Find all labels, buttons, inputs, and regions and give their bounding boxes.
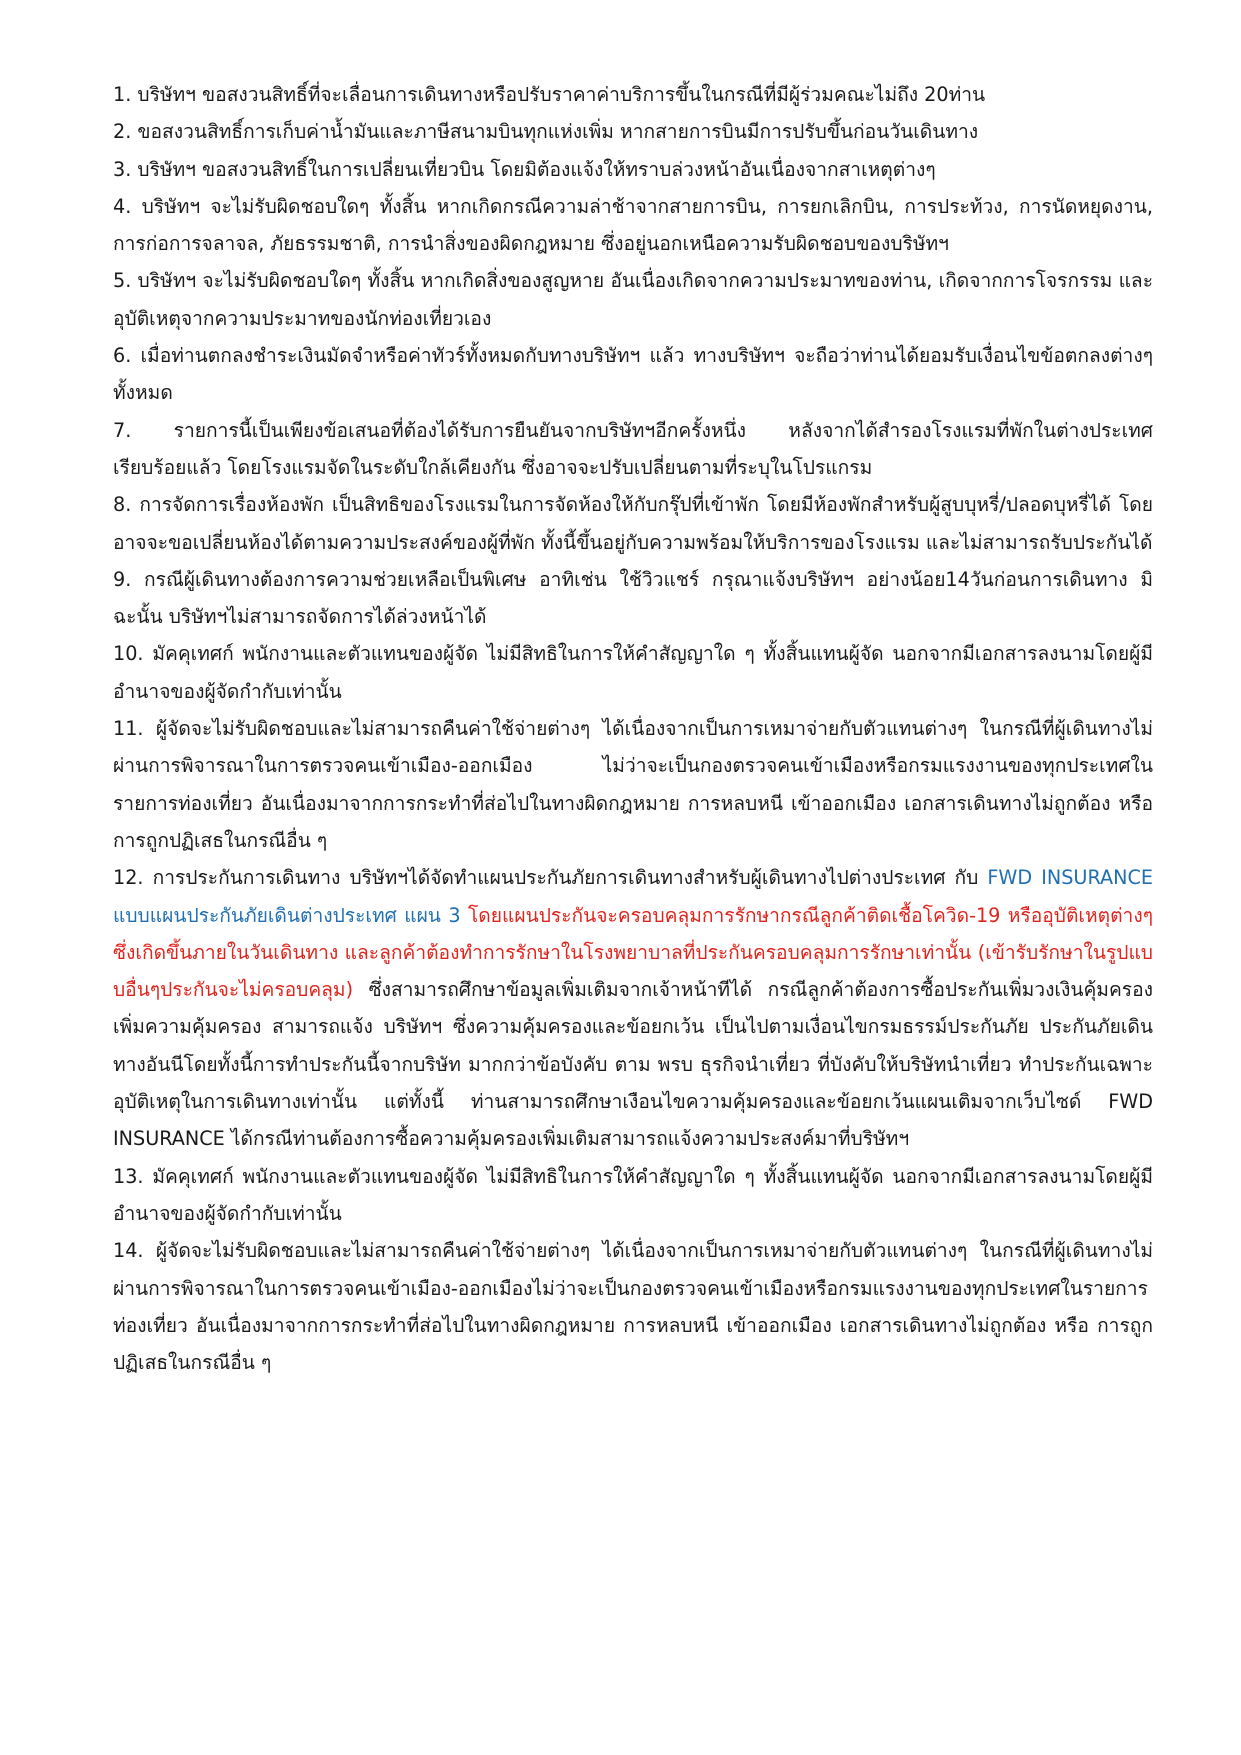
term-item-11: 11. ผู้จัดจะไม่รับผิดชอบและไม่สามารถคืนค่าใช้จ่ายต่างๆ ได้เนื่องจากเป็นการเหมาจ่ายกับตัวแทนต่างๆ ในกรณีที่ผู้เดินทางไม่ผ่านการพิจารณาในการตรวจคนเข้าเมือง-ออกเมือง ไม่ว่าจะเป็นกองตรวจคนเข้าเมืองหรือกรมแรงงานของทุกประเทศในรายการท่องเที่ยว อันเนื่องมาจากการกระทำที่ส่อไปในทางผิดกฎหมาย การหลบหนี เข้าออกเมือง เอกสารเดินทางไม่ถูกต้อง หรือ การถูกปฏิเสธในกรณีอื่น ๆ [113,717,1153,852]
insurance-suffix-text: ซึ่งสามารถศึกษาข้อมูลเพิ่มเติมจากเจ้าหน้าทีได้ กรณีลูกค้าต้องการซื้อประกันเพิ่มวงเงินคุ้มครอง เพิ่มความคุ้มครอง สามารถแจ้ง บริษัทฯ ซึ่งความคุ้มครองและข้อยกเว้น เป็นไปตามเงื่อนไขกรมธรรม์ประกันภัย ประกันภัยเดินทางอันนีโดยทั้งนี้การทำประกันนี้จากบริษัท มากกว่าข้อบังคับ ตาม พรบ ธุรกิจนำเที่ยว ที่บังคับให้บริษัทนำเที่ยว ทำประกันเฉพาะอุบัติเหตุในการเดินทางเท่านั้น แต่ทั้งนี้ ท่านสามารถศึกษาเงือนไขความคุ้มครองและข้อยกเว้นแผนเติมจากเว็บไซด์ FWD INSURANCE ได้กรณีท่านต้องการซื้อความคุ้มครองเพิ่มเติมสามารถแจ้งความประสงค์มาที่บริษัทฯ [113,978,1153,1151]
term-item-4: 4. บริษัทฯ จะไม่รับผิดชอบใดๆ ทั้งสิ้น หากเกิดกรณีความล่าช้าจากสายการบิน, การยกเลิกบิน, การประท้วง, การนัดหยุดงาน, การก่อการจลาจล, ภัยธรรมชาติ, การนำสิ่งของผิดกฎหมาย ซึ่งอยู่นอกเหนือความรับผิดชอบของบริษัทฯ [113,194,1153,256]
term-item-12-insurance [113,859,1153,1157]
term-item-7: 7. รายการนี้เป็นเพียงข้อเสนอที่ต้องได้รับการยืนยันจากบริษัทฯอีกครั้งหนึ่ง หลังจากได้สำรองโรงแรมที่พักในต่างประเทศเรียบร้อยแล้ว โดยโรงแรมจัดในระดับใกล้เคียงกัน ซึ่งอาจจะปรับเปลี่ยนตามที่ระบุในโปรแกรม [113,418,1153,479]
insurance-coverage-highlight: โดยแผนประกันจะครอบคลุมการรักษากรณีลูกค้าติดเชื้อโควิด-19 หรืออุบัติเหตุต่างๆ ซึ่งเกิดขึ้นภายในวันเดินทาง และลูกค้าต้องทำการรักษาในโรงพยาบาลที่ประกันครอบคลุมการรักษาเท่านั้น (เข้ารับรักษาในรูปแบบอื่นๆประกันจะไม่ครอบคลุม) [113,903,1153,1002]
term-item-5: 5. บริษัทฯ จะไม่รับผิดชอบใดๆ ทั้งสิ้น หากเกิดสิ่งของสูญหาย อันเนื่องเกิดจากความประมาทของท่าน, เกิดจากการโจรกรรม และ อุบัติเหตุจากความประมาทของนักท่องเที่ยวเอง [113,269,1153,330]
term-item-9: 9. กรณีผู้เดินทางต้องการความช่วยเหลือเป็นพิเศษ อาทิเช่น ใช้วิวแชร์ กรุณาแจ้งบริษัทฯ อย่างน้อย14วันก่อนการเดินทาง มิฉะนั้น บริษัทฯไม่สามารถจัดการได้ล่วงหน้าได้ [113,567,1153,629]
term-item-14: 14. ผู้จัดจะไม่รับผิดชอบและไม่สามารถคืนค่าใช้จ่ายต่างๆ ได้เนื่องจากเป็นการเหมาจ่ายกับตัวแทนต่างๆ ในกรณีที่ผู้เดินทางไม่ผ่านการพิจารณาในการตรวจคนเข้าเมือง-ออกเมืองไม่ว่าจะเป็นกองตรวจคนเข้าเมืองหรือกรมแรงงานของทุกประเทศในรายการท่องเที่ยว อันเนื่องมาจากการกระทำที่ส่อไปในทางผิดกฎหมาย การหลบหนี เข้าออกเมือง เอกสารเดินทางไม่ถูกต้อง หรือ การถูกปฏิเสธในกรณีอื่น ๆ [113,1239,1153,1375]
term-item-8: 8. การจัดการเรื่องห้องพัก เป็นสิทธิของโรงแรมในการจัดห้องให้กับกรุ๊ปที่เข้าพัก โดยมีห้องพักสำหรับผู้สูบบุหรี่/ปลอดบุหรี่ได้ โดยอาจจะขอเปลี่ยนห้องได้ตามความประสงค์ของผู้ที่พัก ทั้งนี้ขึ้นอยู่กับความพร้อมให้บริการของโรงแรม และไม่สามารถรับประกันได้ [113,493,1153,554]
insurance-provider-highlight: FWD INSURANCE แบบแผนประกันภัยเดินต่างประเทศ แผน 3 [113,866,1154,927]
term-item-10: 10. มัคคุเทศก์ พนักงานและตัวแทนของผู้จัด ไม่มีสิทธิในการให้คำสัญญาใด ๆ ทั้งสิ้นแทนผู้จัด นอกจากมีเอกสารลงนามโดยผู้มีอำนาจของผู้จัดกำกับเท่านั้น [113,642,1153,703]
term-item-13: 13. มัคคุเทศก์ พนักงานและตัวแทนของผู้จัด ไม่มีสิทธิในการให้คำสัญญาใด ๆ ทั้งสิ้นแทนผู้จัด นอกจากมีเอกสารลงนามโดยผู้มีอำนาจของผู้จัดกำกับเท่านั้น [113,1164,1153,1225]
term-item-2: 2. ขอสงวนสิทธิ์การเก็บค่าน้ำมันและภาษีสนามบินทุกแห่งเพิ่ม หากสายการบินมีการปรับขึ้นก่อนวันเดินทาง [113,120,979,144]
insurance-prefix-text: 12. การประกันการเดินทาง บริษัทฯได้จัดทำแผนประกันภัยการเดินทางสำหรับผู้เดินทางไปต่างประเทศ กับ [113,866,988,890]
term-item-6: 6. เมื่อท่านตกลงชำระเงินมัดจำหรือค่าทัวร์ทั้งหมดกับทางบริษัทฯ แล้ว ทางบริษัทฯ จะถือว่าท่านได้ยอมรับเงื่อนไขข้อตกลงต่างๆ ทั้งหมด [113,344,1153,405]
term-item-1: 1. บริษัทฯ ขอสงวนสิทธิ์ที่จะเลื่อนการเดินทางหรือปรับราคาค่าบริการขึ้นในกรณีที่มีผู้ร่วมคณะไม่ถึง 20ท่าน [113,83,986,106]
terms-and-conditions [113,76,1153,1381]
term-item-3: 3. บริษัทฯ ขอสงวนสิทธิ์ในการเปลี่ยนเที่ยวบิน โดยมิต้องแจ้งให้ทราบล่วงหน้าอันเนื่องจากสาเหตุต่างๆ [113,157,936,181]
